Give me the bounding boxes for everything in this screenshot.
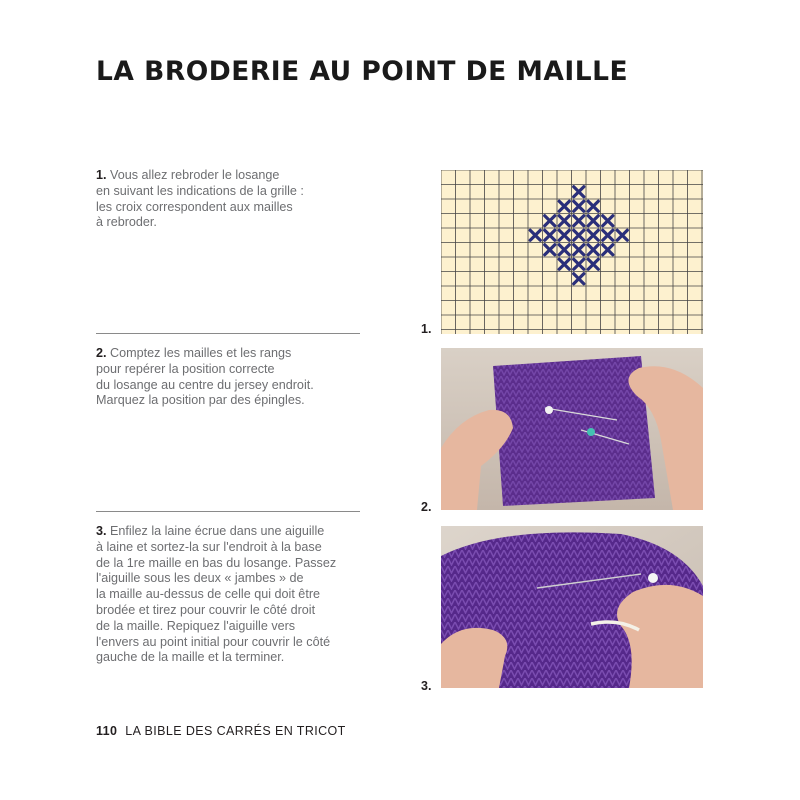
photo-3-drawing bbox=[441, 526, 703, 688]
figure-label-2: 2. bbox=[421, 500, 432, 514]
figure-label-3: 3. bbox=[421, 679, 432, 693]
step-1-line-2: en suivant les indications de la grille : bbox=[96, 183, 304, 198]
step-3-line-6: brodée et tirez pour couvrir le côté droit bbox=[96, 602, 316, 617]
step-3-line-7: de la maille. Repiquez l'aiguille vers bbox=[96, 618, 296, 633]
figure-label-1: 1. bbox=[421, 322, 432, 336]
grid-background bbox=[441, 170, 703, 334]
grid-drawing bbox=[441, 170, 703, 334]
book-title: LA BIBLE DES CARRÉS EN TRICOT bbox=[125, 724, 346, 738]
step-3-line-4: l'aiguille sous les deux « jambes » de bbox=[96, 571, 304, 586]
step-2-line-1: Comptez les mailles et les rangs bbox=[110, 346, 292, 360]
step-3-line-1: Enfilez la laine écrue dans une aiguille bbox=[110, 524, 325, 538]
page-title: LA BRODERIE AU POINT DE MAILLE bbox=[96, 56, 629, 87]
photo-embroidering bbox=[441, 526, 703, 688]
left-hand bbox=[441, 628, 507, 688]
photo-marking-pins bbox=[441, 348, 703, 510]
step-3-number: 3. bbox=[96, 524, 107, 538]
step-3-text bbox=[96, 524, 368, 666]
step-1-line-3: les croix correspondent aux mailles bbox=[96, 199, 293, 214]
step-2-line-4: Marquez la position par des épingles. bbox=[96, 393, 305, 408]
pin-head-2 bbox=[587, 428, 595, 436]
step-3-line-9: gauche de la maille et la terminer. bbox=[96, 650, 285, 665]
step-3-line-5: la maille au-dessus de celle qui doit être bbox=[96, 587, 321, 602]
page-number: 110 bbox=[96, 724, 118, 738]
page-footer bbox=[96, 724, 346, 738]
pin-head-1 bbox=[545, 406, 553, 414]
step-2-line-2: pour repérer la position correcte bbox=[96, 361, 275, 376]
step-1-line-1: Vous allez rebroder le losange bbox=[110, 168, 280, 182]
step-2-line-3: du losange au centre du jersey endroit. bbox=[96, 377, 314, 392]
divider-1 bbox=[96, 333, 360, 334]
step-1-text bbox=[96, 168, 368, 231]
step-1-number: 1. bbox=[96, 168, 107, 182]
step-3-line-8: l'envers au point initial pour couvrir le côté bbox=[96, 634, 331, 649]
pin-head bbox=[648, 573, 658, 583]
step-3-line-2: à laine et sortez-la sur l'endroit à la base bbox=[96, 539, 322, 554]
step-1-line-4: à rebroder. bbox=[96, 215, 157, 230]
photo-2-drawing bbox=[441, 348, 703, 510]
step-3-line-3: de la 1re maille en bas du losange. Passez bbox=[96, 555, 337, 570]
divider-2 bbox=[96, 511, 360, 512]
step-2-number: 2. bbox=[96, 346, 107, 360]
embroidery-chart-grid bbox=[441, 170, 703, 334]
step-2-text bbox=[96, 346, 368, 409]
